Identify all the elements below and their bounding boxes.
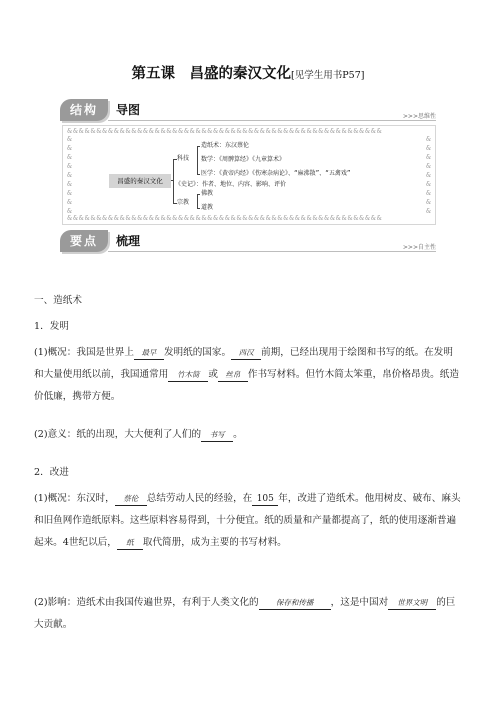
banner-rule bbox=[108, 120, 436, 121]
connector bbox=[197, 174, 200, 175]
title-reference: [见学生用书P57] bbox=[291, 70, 365, 81]
keji-bracket bbox=[197, 146, 198, 175]
paragraph-invention-overview: (1)概况：我国是世界上 最早 发明纸的国家。 西汉 前期，已经出现用于绘图和书写的纸。在发明和大量使用纸以前，我国通常用 竹木简 或 丝帛 作书写材料。但竹木简太笨重，帛价格昂贵。纸造价低廉，携带方便。 bbox=[34, 347, 459, 402]
answer-blank: 最早 bbox=[134, 347, 164, 360]
banner-rule bbox=[108, 251, 436, 252]
zongjiao-item: 佛教 bbox=[201, 190, 214, 197]
decorative-border-top: &&&&&&&&&&&&&&&&&&&&&&&&&&&&&&&&&&&&&&&&&&&&&&&&&&&&&& bbox=[67, 128, 383, 135]
section-banner-structure bbox=[60, 99, 436, 125]
keji-item: 医学：《黄帝内经》《伤寒杂病论》、“麻沸散”、“五禽戏” bbox=[201, 170, 351, 177]
answer-blank: 105 bbox=[252, 493, 278, 506]
zongjiao-bracket bbox=[197, 194, 198, 209]
paragraph-improvement-impact: (2)影响：造纸术由我国传遍世界，有利于人类文化的 保存和传播 ，这是中国对 世界文明 的巨大贡献。 bbox=[34, 597, 456, 630]
keji-item: 数学：《周髀算经》《九章算术》 bbox=[201, 156, 286, 163]
concept-map bbox=[62, 125, 436, 225]
answer-blank: 世界文明 bbox=[388, 597, 436, 610]
section-tag: >>>自主性 bbox=[402, 244, 436, 251]
answer-blank: 竹木简 bbox=[168, 369, 208, 382]
branch-keji: 科技 bbox=[177, 155, 190, 162]
diagram-root: 昌盛的秦汉文化 bbox=[109, 174, 171, 188]
connector bbox=[197, 208, 200, 209]
connector bbox=[197, 194, 200, 195]
section-tag: >>>思维性 bbox=[402, 113, 436, 120]
keji-item: 造纸术：东汉蔡伦 bbox=[201, 142, 250, 149]
answer-blank: 蔡伦 bbox=[115, 493, 147, 506]
decorative-border-bottom: &&&&&&&&&&&&&&&&&&&&&&&&&&&&&&&&&&&&&&&&&&&&&&&&&&&&&& bbox=[67, 215, 383, 222]
section-badge: 结构 bbox=[60, 99, 108, 121]
answer-blank: 保存和传播 bbox=[259, 597, 331, 610]
answer-blank: 书写 bbox=[201, 429, 233, 442]
page-title: 第五课 昌盛的秦汉文化[见学生用书P57] bbox=[131, 66, 365, 82]
decorative-border-left: & & & & & & & & & bbox=[66, 136, 73, 215]
connector bbox=[197, 146, 200, 147]
answer-blank: 丝帛 bbox=[218, 369, 248, 382]
branch-zongjiao: 宗教 bbox=[177, 199, 190, 206]
paragraph-invention-significance: (2)意义：纸的出现，大大便利了人们的 书写 。 bbox=[34, 429, 243, 440]
paragraph-improvement-overview: (1)概况：东汉时， 蔡伦 总结劳动人民的经验，在 105 年，改进了造纸术。他用树皮、破布、麻头和旧鱼网作造纸原料。这些原料容易得到，十分便宜。纸的质量和产量都提高了，纸的使用逐渐普遍起来。4世纪以后， 纸 取代简册，成为主要的书写材料。 bbox=[34, 493, 461, 548]
section-heading: 梳理 bbox=[116, 234, 141, 248]
shiji-label: 《史记》：作者、地位、内容、影响、评价 bbox=[175, 181, 287, 188]
section-heading-papermaking: 一、造纸术 bbox=[34, 295, 82, 306]
section-banner-keypoints bbox=[60, 230, 436, 256]
answer-blank: 西汉 bbox=[231, 347, 261, 360]
subheading-invention: 1．发明 bbox=[34, 321, 69, 332]
section-heading: 导图 bbox=[116, 103, 141, 117]
zongjiao-item: 道教 bbox=[201, 204, 214, 211]
section-badge: 要点 bbox=[60, 230, 108, 252]
decorative-border-right: & & & & & & & & & bbox=[425, 136, 432, 215]
subheading-improvement: 2．改进 bbox=[34, 467, 69, 478]
main-bracket bbox=[173, 159, 174, 204]
answer-blank: 纸 bbox=[117, 537, 143, 550]
